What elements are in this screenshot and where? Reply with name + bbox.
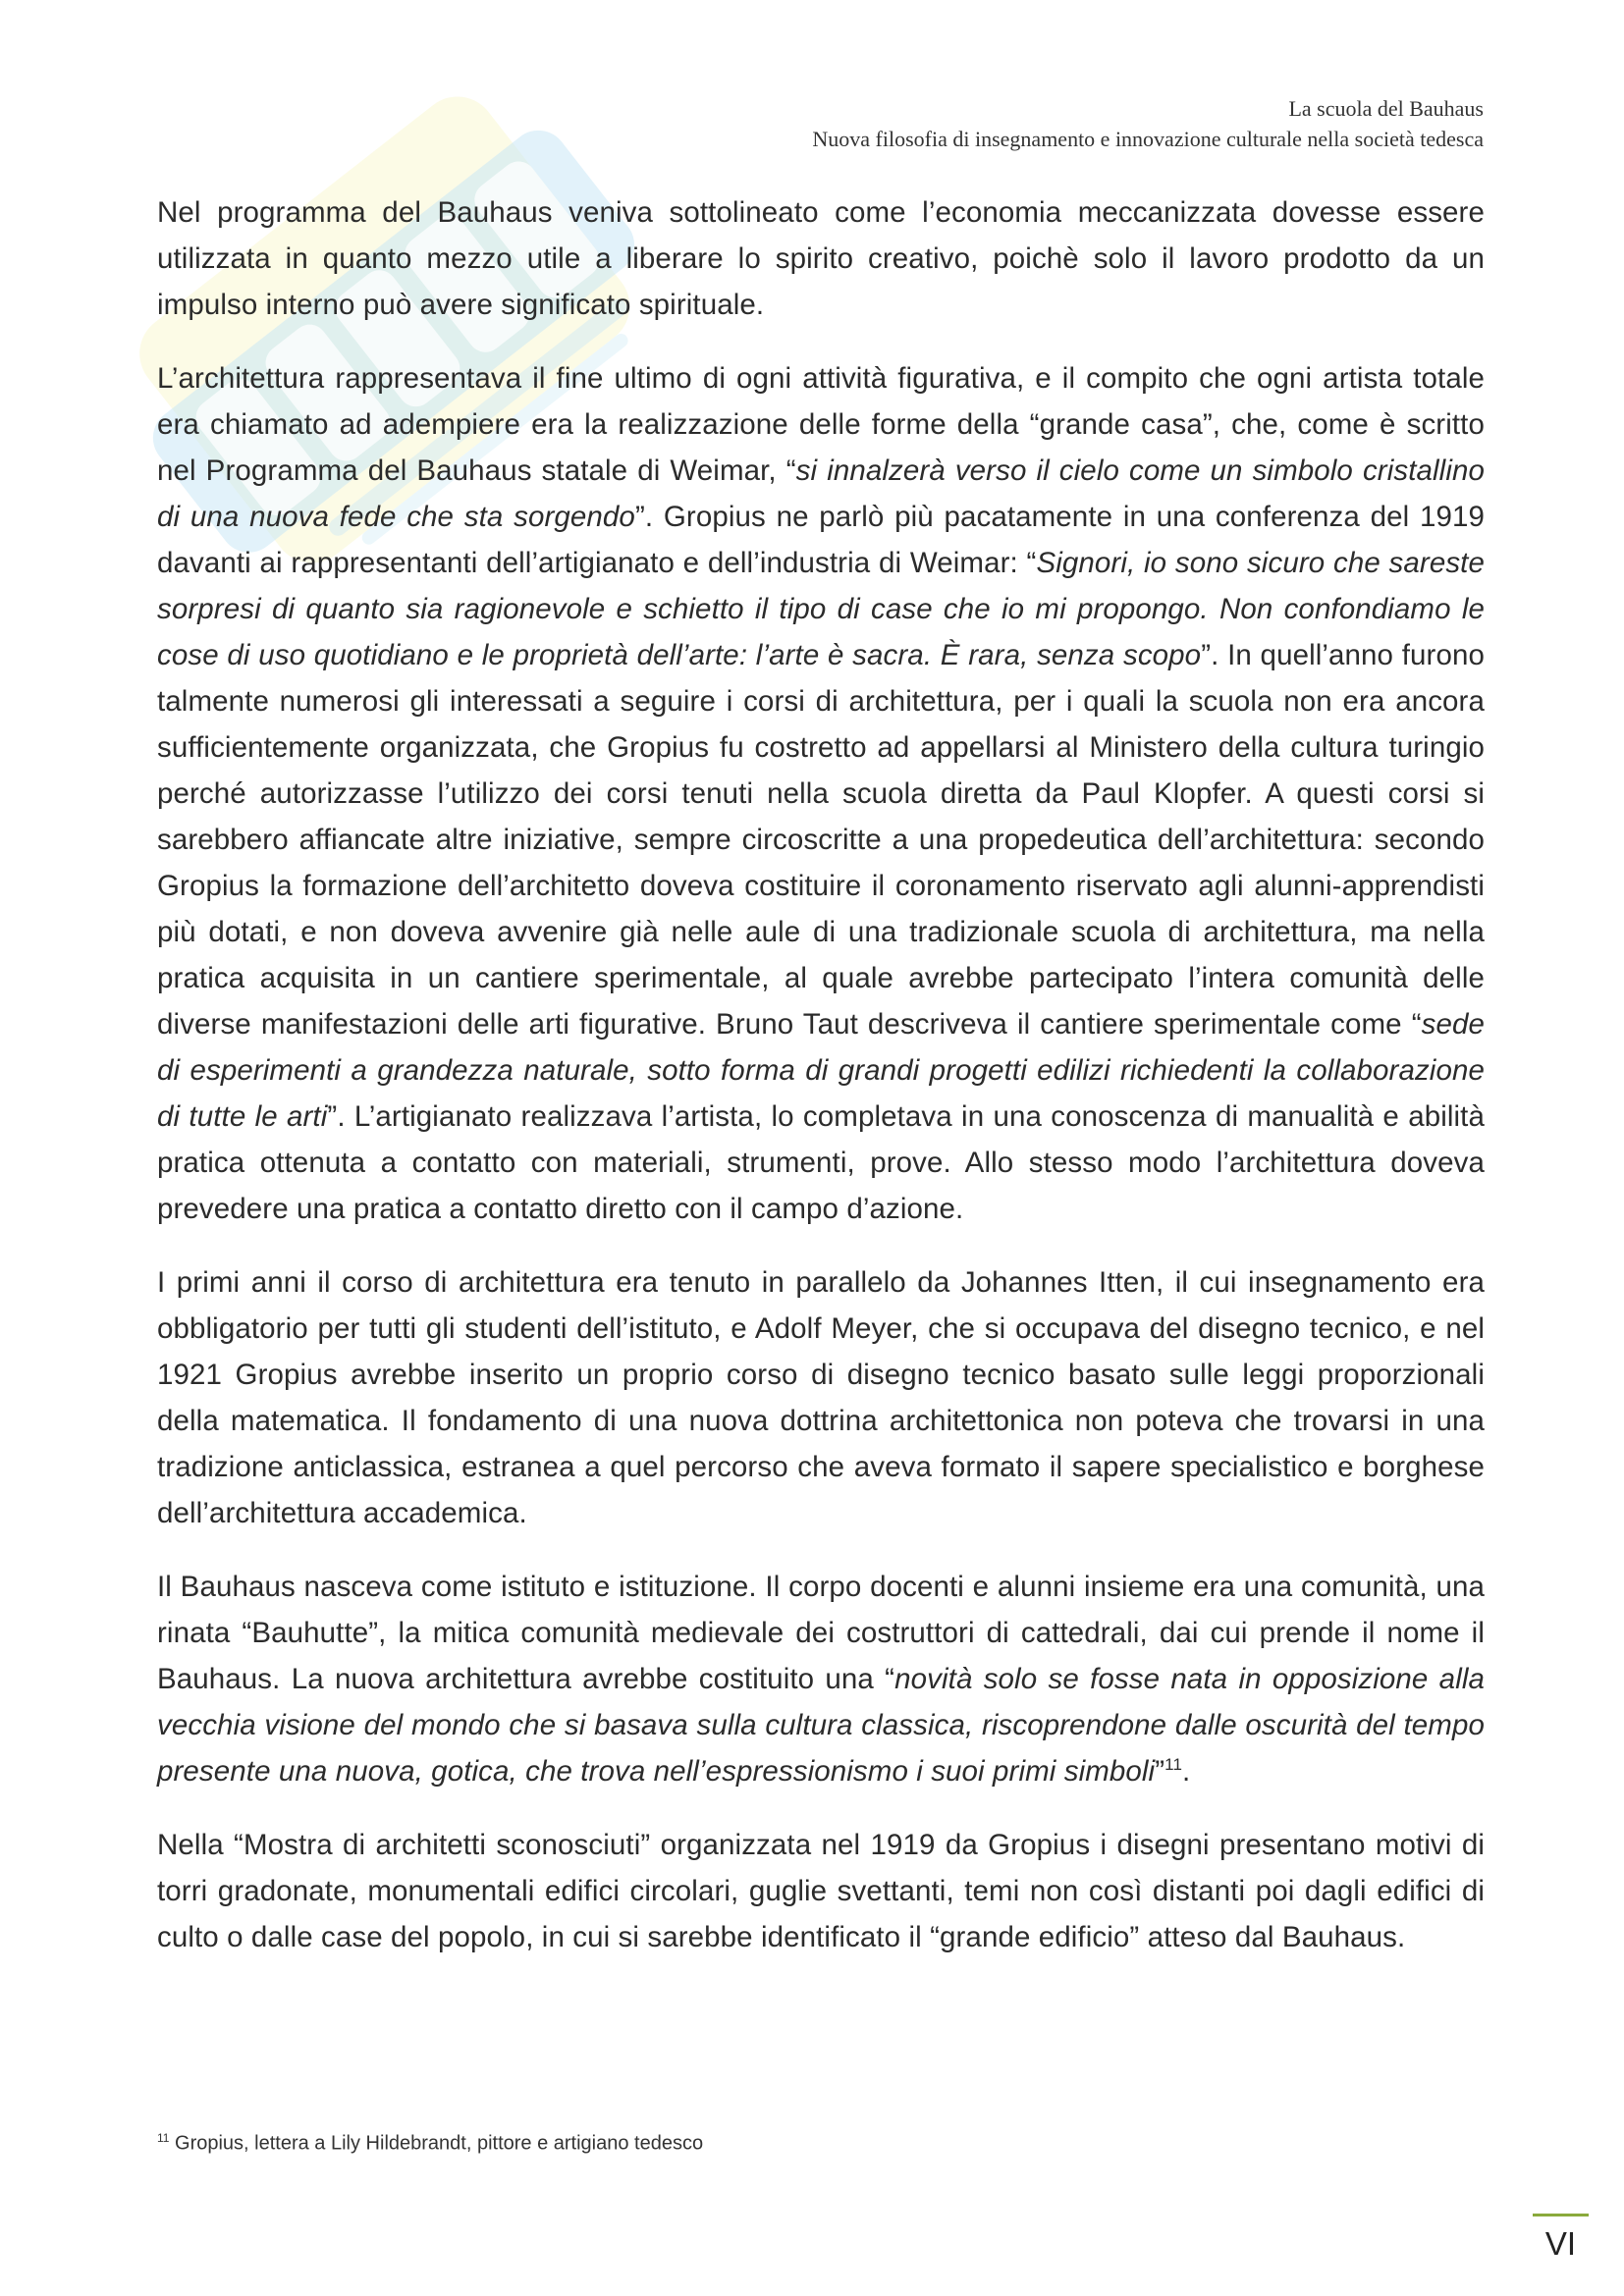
paragraph-5	[157, 1822, 1485, 1960]
paragraph-4	[157, 1564, 1485, 1794]
paragraph-text: ”. L’artigianato realizzava l’artista, lo completava in una conoscenza di manualità e abilità pratica ottenuta a contatto con materiali, strumenti, prove. Allo stesso modo l’architettura doveva prevedere una pratica a contatto diretto con il campo d’azione.	[157, 1100, 1485, 1225]
running-header	[812, 94, 1484, 155]
paragraph-text: ”	[1155, 1755, 1165, 1788]
paragraph-text: Nella “Mostra di architetti sconosciuti” organizzata nel 1919 da Gropius i disegni presentano motivi di torri gradonate, monumentali edifici circolari, guglie svettanti, temi non così distanti poi dagli edifici di culto o dalle case del popolo, in cui si sarebbe identificato il “grande edificio” atteso dal Bauhaus.	[157, 1829, 1485, 1953]
paragraph-text: L’architettura rappresentava il fine ultimo di ogni attività figurativa, e il compito che ogni artista totale era chiamato ad adempiere era la realizzazione delle forme della “grande casa”, che, come è scritto nel Programma del Bauhaus statale di Weimar, “	[157, 362, 1485, 487]
page-number: VI	[1544, 2225, 1577, 2262]
quotation: novità solo se fosse nata in opposizione alla vecchia visione del mondo che si basava sulla cultura classica, riscoprendone dalle oscurità del tempo presente una nuova, gotica, che trova nell’espressionismo i suoi primi simboli	[157, 1663, 1486, 1788]
header-subtitle: Nuova filosofia di insegnamento e innovazione culturale nella società tedesca	[812, 127, 1484, 151]
paragraph-text: .	[1182, 1755, 1191, 1788]
footnote-marker: 11	[157, 2131, 170, 2145]
paragraph-text: Nel programma del Bauhaus veniva sottolineato come l’economia meccanizzata dovesse essere utilizzata in quanto mezzo utile a liberare lo spirito creativo, poichè solo il lavoro prodotto da un impulso interno può avere significato spirituale.	[157, 196, 1485, 321]
quotation: Signori, io sono sicuro che sareste sorpresi di quanto sia ragionevole e schietto il tipo di case che io mi propongo. Non confondiamo le cose di uso quotidiano e le proprietà dell’arte: l’arte è sacra. È rara, senza scopo	[157, 547, 1485, 671]
paragraph-2	[157, 355, 1485, 1232]
paragraph-text: I primi anni il corso di architettura era tenuto in parallelo da Johannes Itten, il cui insegnamento era obbligatorio per tutti gli studenti dell’istituto, e Adolf Meyer, che si occupava del disegno tecnico, e nel 1921 Gropius avrebbe inserito un proprio corso di disegno tecnico basato sulle leggi proporzionali della matematica. Il fondamento di una nuova dottrina architettonica non poteva che trovarsi in una tradizione anticlassica, estranea a quel percorso che aveva formato il sapere specialistico e borghese dell’architettura accademica.	[157, 1266, 1485, 1529]
paragraph-3	[157, 1259, 1485, 1536]
paragraph-1	[157, 189, 1485, 328]
footnote-reference[interactable]: 11	[1164, 1755, 1183, 1775]
paragraph-text: ”. Gropius ne parlò più pacatamente in una conferenza del 1919 davanti ai rappresentanti dell’artigianato e dell’industria di Weimar: “	[157, 501, 1485, 579]
body-text	[157, 189, 1485, 1988]
quotation: sede di esperimenti a grandezza naturale, sotto forma di grandi progetti edilizi richiedenti la collaborazione di tutte le arti	[157, 1008, 1485, 1133]
footnote-text: Gropius, lettera a Lily Hildebrandt, pittore e artigiano tedesco	[169, 2132, 704, 2155]
paragraph-text: ”. In quell’anno furono talmente numerosi gli interessati a seguire i corsi di architettura, per i quali la scuola non era ancora sufficientemente organizzata, che Gropius fu costretto ad appellarsi al Ministero della cultura turingio perché autorizzasse l’utilizzo dei corsi tenuti nella scuola diretta da Paul Klopfer. A questi corsi si sarebbero affiancate altre iniziative, sempre circoscritte a una propedeutica dell’architettura: secondo Gropius la formazione dell’architetto doveva costituire il coronamento riservato agli alunni-apprendisti più dotati, e non doveva avvenire già nelle aule di una tradizionale scuola di architettura, ma nella pratica acquisita in un cantiere sperimentale, al quale avrebbe partecipato l’intera comunità delle diverse manifestazioni delle arti figurative. Bruno Taut descriveva il cantiere sperimentale come “	[157, 639, 1485, 1041]
paragraph-text: Il Bauhaus nasceva come istituto e istituzione. Il corpo docenti e alunni insieme era una comunità, una rinata “Bauhutte”, la mitica comunità medievale dei costruttori di cattedrali, dai cui prende il nome il Bauhaus. La nuova architettura avrebbe costituito una “	[157, 1571, 1485, 1695]
header-title: La scuola del Bauhaus	[1288, 96, 1484, 121]
footnote	[157, 2131, 703, 2156]
quotation: si innalzerà verso il cielo come un simbolo cristallino di una nuova fede che sta sorgendo	[157, 454, 1486, 533]
page-number-rule	[1533, 2214, 1589, 2216]
